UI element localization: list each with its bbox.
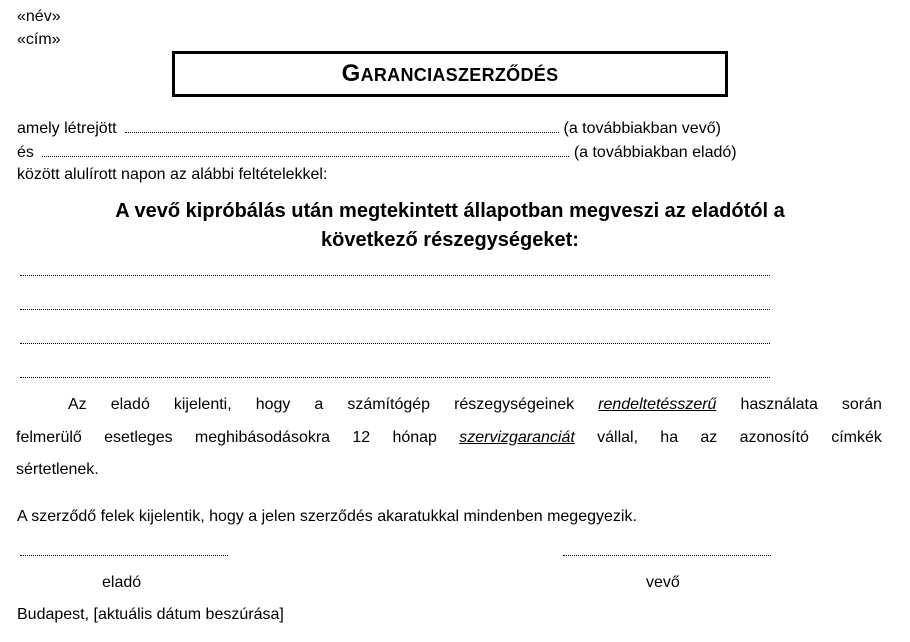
guarantee-line-3: sértetlenek.: [16, 461, 99, 478]
guarantee-line-2: [16, 429, 882, 461]
agreement-statement: A szerződő felek kijelentik, hogy a jelen szerződés akaratukkal mindenben megegyezik.: [17, 508, 637, 525]
word: eladó: [110, 396, 150, 413]
seller-fill-in-line: [42, 156, 569, 157]
document-title: [342, 60, 559, 88]
seller-line-label: és: [17, 144, 34, 161]
word: hónap: [392, 429, 437, 446]
word: meghibásodásokra: [194, 429, 331, 446]
purchase-heading-line2: következő részegységeket:: [321, 229, 579, 251]
purchase-heading-line1: A vevő kipróbálás után megtekintett állapotban megveszi az eladótól a: [115, 200, 785, 222]
word: használata: [740, 396, 818, 413]
title-rest: ARANCIASZERZŐDÉS: [360, 65, 559, 85]
seller-line: [17, 144, 737, 162]
buyer-signature-line: [563, 555, 771, 556]
word: a: [314, 396, 324, 413]
part-fill-in-line: [20, 377, 770, 378]
word: azonosító: [739, 429, 809, 446]
word: hogy: [255, 396, 291, 413]
word: számítógép: [347, 396, 431, 413]
conditions-intro: között alulírott napon az alábbi feltételekkel:: [17, 166, 328, 183]
buyer-signature-label: vevő: [646, 574, 680, 591]
part-fill-in-line: [20, 275, 770, 276]
buyer-fill-in-line: [125, 132, 559, 133]
word: címkék: [831, 429, 882, 446]
address-merge-field: «cím»: [17, 31, 61, 48]
title-initial: G: [341, 60, 361, 87]
seller-signature-line: [20, 555, 228, 556]
buyer-line-label: amely létrejött: [17, 120, 117, 137]
part-fill-in-line: [20, 343, 770, 344]
seller-signature-label: eladó: [102, 574, 142, 591]
intended-use-term: rendeltetésszerű: [598, 396, 717, 413]
word: az: [700, 429, 718, 446]
word: Az: [68, 396, 87, 413]
guarantee-line-1: [16, 396, 882, 429]
word: kijelenti,: [173, 396, 232, 413]
buyer-line: [17, 120, 721, 138]
part-fill-in-line: [20, 309, 770, 310]
word: esetleges: [104, 429, 173, 446]
service-guarantee-term: szervizgaranciát: [459, 429, 575, 446]
guarantee-paragraph: [16, 396, 882, 479]
word: részegységeinek: [454, 396, 575, 413]
place-and-date: Budapest, [aktuális dátum beszúrása]: [17, 606, 284, 623]
word: során: [841, 396, 882, 413]
word: vállal,: [597, 429, 639, 446]
word: 12: [352, 429, 371, 446]
name-merge-field: «név»: [17, 8, 61, 25]
word: felmerülő: [16, 429, 82, 446]
purchase-heading: [0, 197, 900, 255]
buyer-line-suffix: (a továbbiakban vevő): [563, 120, 721, 137]
word: ha: [660, 429, 679, 446]
title-box: [172, 51, 728, 97]
seller-line-suffix: (a továbbiakban eladó): [573, 144, 737, 161]
